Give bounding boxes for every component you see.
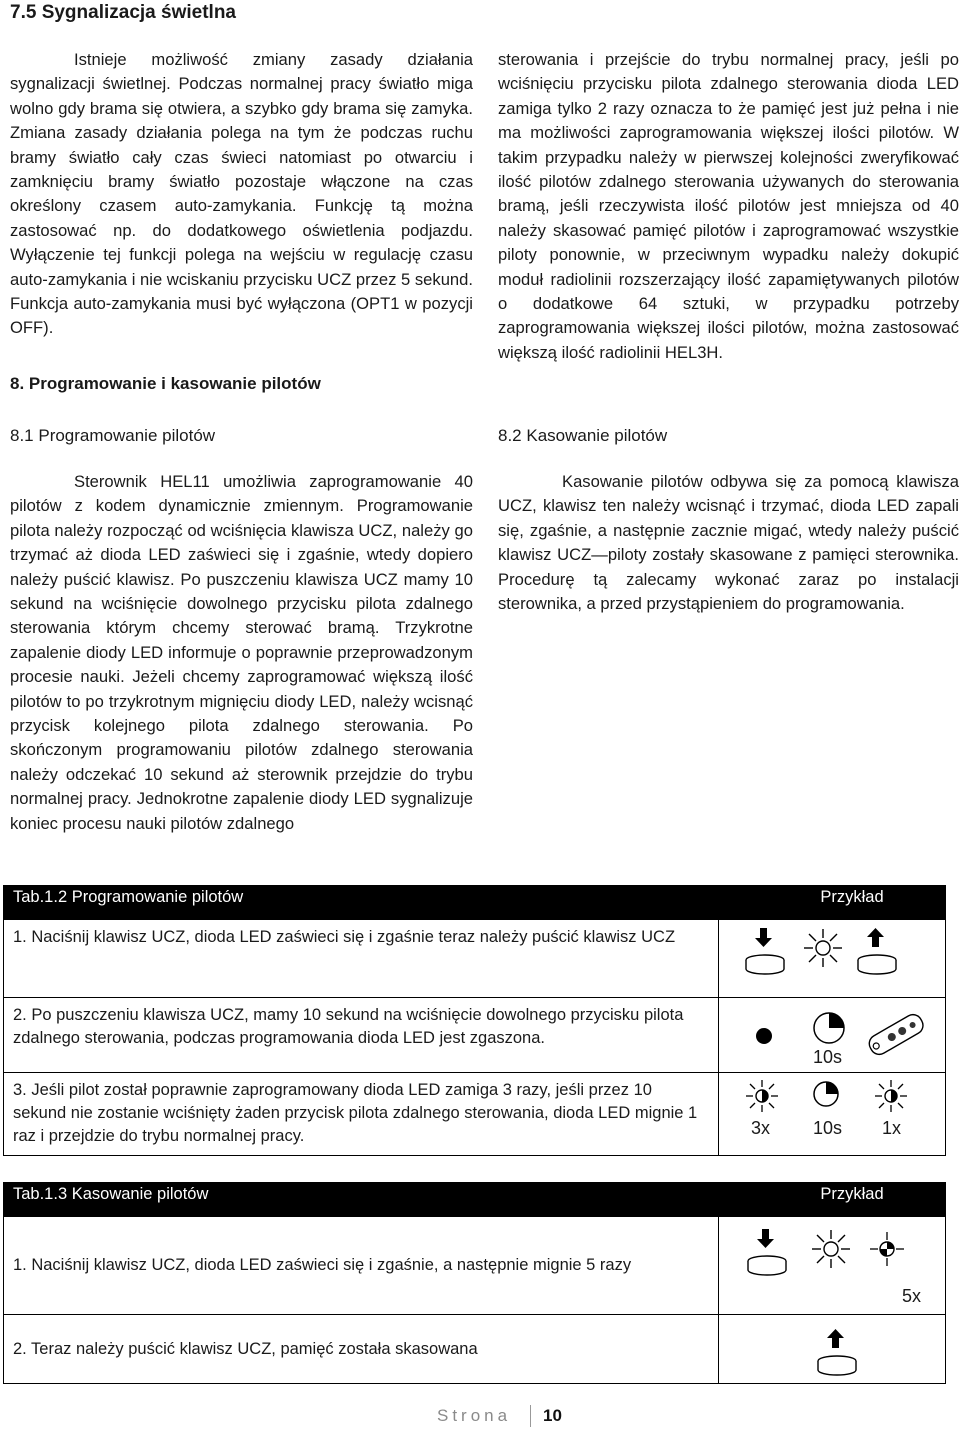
table-erasing [3, 1182, 946, 1384]
led-on-icon [803, 928, 843, 968]
heading-8: 8. Programowanie i kasowanie pilotów [10, 374, 321, 393]
remote-control-icon [861, 1008, 933, 1060]
example-cell [719, 1217, 946, 1315]
duration-label: 10s [813, 1118, 843, 1138]
led-blink-icon [869, 1231, 905, 1267]
timer-icon [811, 1079, 841, 1109]
led-blink-icon [745, 1079, 779, 1113]
paragraph-light-signaling: Istnieje możliwość zmiany zasady działania sygnalizacji świetlnej. Podczas normalnej pracy światło miga wolno gdy brama się otwiera, a szybko gdy brama się zamyka. Zmiana zasady działania polega na tym że podczas ruchu bramy światło cały czas świeci natomiast po otwarciu i zamknięciu bramy światło pozostaje włączone na czas określony czasem auto-zamykania. Funkcję tą można zastosować np. do dodatkowego oświetlenia podjazdu. Wyłączenie tej funkcji polega na wejściu w regulację czasu auto-zamykania i nie wciskaniu przycisku UCZ przez 5 sekund. Funkcja auto-zamykania musi być wyłączona (OPT1 w pozycji OFF). [10, 50, 473, 338]
example-cell [719, 1315, 946, 1384]
blink-count-label: 1x [882, 1118, 902, 1138]
table-row: 2. Po puszczeniu klawisza UCZ, mamy 10 sekund na wciśnięcie dowolnego przycisku pilota zdalnego sterowania, podczas programowania dioda LED jest zgaszona. [4, 998, 719, 1073]
footer-page-word: Strona [437, 1406, 512, 1425]
heading-8-2: 8.2 Kasowanie pilotów [498, 426, 668, 445]
left-column-intro [10, 48, 473, 341]
table-title: Tab.1.2 Programowanie pilotów [4, 886, 719, 920]
blink-count-label: 3x [751, 1118, 771, 1138]
led-off-icon [754, 1026, 774, 1046]
table-title: Tab.1.3 Kasowanie pilotów [4, 1183, 719, 1217]
paragraph-erasing: Kasowanie pilotów odbywa się za pomocą klawisza UCZ, klawisz ten należy wcisnąć i trzymać, dioda LED zapali się, zgaśnie, a następnie zacznie migać, wtedy należy puścić klawisz UCZ—piloty zostały skasowane z pamięci sterownika. Procedurę tą zalecamy wykonać zaraz po instalacji sterownika, a przed przystąpieniem do programowania. [498, 472, 959, 614]
example-cell [719, 1073, 946, 1156]
example-cell [719, 920, 946, 998]
table-example-header: Przykład [719, 1183, 946, 1217]
table-row: 2. Teraz należy puścić klawisz UCZ, pamięć została skasowana [4, 1315, 719, 1384]
table-row: 1. Naciśnij klawisz UCZ, dioda LED zaświeci się i zgaśnie, a następnie mignie 5 razy [4, 1217, 719, 1315]
right-column-continuation [498, 48, 959, 365]
button-release-icon [855, 926, 901, 976]
table-row: 1. Naciśnij klawisz UCZ, dioda LED zaświeci się i zgaśnie teraz należy puścić klawisz UCZ [4, 920, 719, 998]
button-release-icon [815, 1327, 861, 1377]
button-press-icon [743, 926, 789, 976]
table-row: 3. Jeśli pilot został poprawnie zaprogramowany dioda LED zamiga 3 razy, jeśli przez 10 sekund nie zostanie wciśnięty żaden przycisk pilota zdalnego sterowania, dioda LED mignie 1 raz i przejdzie do trybu normalnej pracy. [4, 1073, 719, 1156]
table-programming [3, 885, 946, 1156]
right-column-erasing [498, 470, 959, 616]
section-title: 7.5 Sygnalizacja świetlna [10, 2, 236, 23]
left-column-programming [10, 470, 473, 836]
led-on-icon [811, 1229, 851, 1269]
heading-8-1: 8.1 Programowanie pilotów [10, 426, 216, 445]
footer-divider [530, 1405, 531, 1427]
blink-count-label: 5x [902, 1286, 922, 1306]
paragraph-programming: Sterownik HEL11 umożliwia zaprogramowanie 40 pilotów z kodem dynamicznie zmiennym. Programowanie pilota należy rozpocząć od wciśnięcia klawisza UCZ, należy go trzymać aż dioda LED zaświeci się i zgaśnie, wtedy dopiero należy puścić klawisz. Po puszczeniu klawisza UCZ mamy 10 sekund na wciśnięcie dowolnego przycisku pilota zdalnego sterowania którym chcemy sterować bramą. Trzykrotne zapalenie diody LED informuje o poprawnie przeprowadzonym procesie nauki. Jeżeli chcemy zaprogramować większą ilość pilotów to po trzykrotnym mignięciu diody LED, należy wcisnąć przycisk kolejnego pilota zdalnego sterowania. Po skończonym programowaniu pilotów zdalnego sterowania należy odczekać 10 sekund aż sterownik przejdzie do trybu normalnej pracy. Jednokrotne zapalenie diody LED sygnalizuje koniec procesu nauki pilotów zdalnego [10, 472, 473, 833]
table-example-header: Przykład [719, 886, 946, 920]
duration-label: 10s [813, 1047, 843, 1067]
example-cell [719, 998, 946, 1073]
button-press-icon [745, 1227, 791, 1277]
led-blink-icon [874, 1079, 908, 1113]
timer-icon [811, 1010, 847, 1046]
paragraph-programming-continued: sterowania i przejście do trybu normalnej pracy, jeśli po wciśnięciu przycisku pilota zdalnego sterowania dioda LED zamiga tylko 2 razy oznacza to że pamięć jest już pełna i nie ma możliwości zaprogramowania większej ilości pilotów. W takim przypadku należy w pierwszej kolejności zweryfikować ilość pilotów zdalnego sterowania używanych do sterowania bramą, jeśli rzeczywista ilość pilotów jest mniejsza od 40 należy skasować pamięć pilotów i zaprogramować wszystkie piloty ponownie, w przeciwnym wypadku należy dokupić moduł radiolinii rozszerzający ilość zapamiętywanych pilotów o dodatkowe 64 sztuki, w przypadku potrzeby zaprogramowania większej ilości pilotów, można zastosować większą ilość radiolinii HEL3H. [498, 50, 959, 362]
page-number: 10 [543, 1406, 562, 1425]
